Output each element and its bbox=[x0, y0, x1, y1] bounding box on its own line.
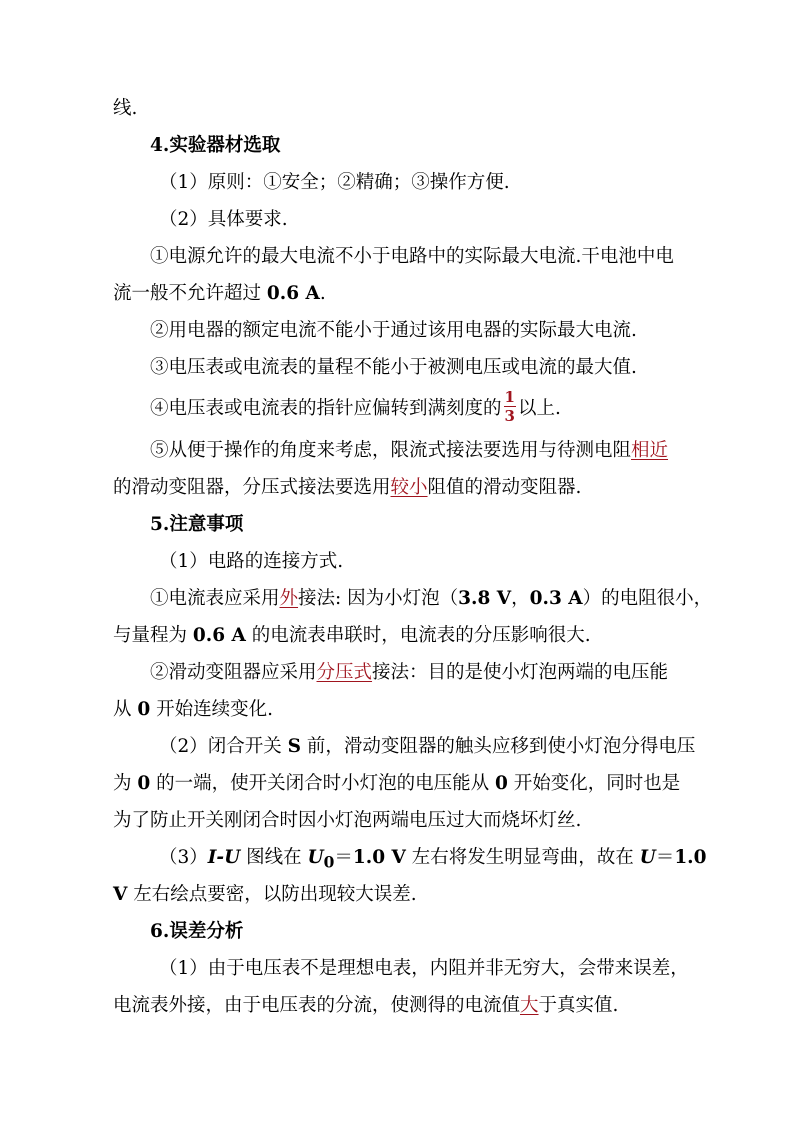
paragraph-text: ， bbox=[511, 588, 530, 609]
paragraph-text: 以上. bbox=[517, 398, 561, 419]
text-line bbox=[113, 839, 707, 876]
value-text: 0.6 A bbox=[192, 625, 246, 646]
paragraph-text: 流一般不允许超过 bbox=[113, 283, 267, 304]
document-page bbox=[113, 90, 713, 1024]
text-line bbox=[113, 987, 685, 1024]
heading-text: 4.实验器材选取 bbox=[150, 135, 281, 156]
paragraph-text: 图线在 bbox=[240, 847, 308, 868]
value-text: 0.3 A bbox=[529, 588, 583, 609]
value-text: 1.0 V bbox=[352, 847, 406, 868]
paragraph-text: 接法: 因为小灯泡（ bbox=[298, 588, 459, 609]
text-line bbox=[113, 469, 685, 506]
paragraph-text: （2）闭合开关 bbox=[159, 736, 288, 757]
paragraph-text: ②用电器的额定电流不能小于通过该用电器的实际最大电流. bbox=[150, 320, 637, 341]
text-line bbox=[113, 432, 685, 469]
paragraph-text: 于真实值. bbox=[538, 995, 619, 1016]
answer-blank: 大 bbox=[520, 995, 539, 1016]
text-line bbox=[113, 312, 685, 349]
paragraph-text: 左右将发生明显弯曲，故在 bbox=[405, 847, 640, 868]
fraction bbox=[504, 390, 516, 424]
text-line bbox=[113, 950, 689, 987]
answer-blank: 外 bbox=[279, 588, 299, 609]
value-text: 0 bbox=[495, 773, 508, 794]
text-line bbox=[113, 580, 713, 617]
answer-blank: 分压式 bbox=[316, 662, 373, 683]
text-line bbox=[113, 765, 685, 802]
paragraph-text: 左右绘点要密，以防出现较大误差. bbox=[127, 884, 417, 905]
section-heading-5 bbox=[113, 506, 685, 543]
value-text: S bbox=[287, 736, 302, 757]
answer-blank: 较小 bbox=[390, 477, 428, 498]
paragraph-text: （2）具体要求. bbox=[159, 209, 288, 230]
paragraph-text: （1）电路的连接方式. bbox=[159, 551, 344, 572]
fraction-denominator: 3 bbox=[504, 407, 515, 425]
value-text: V bbox=[113, 884, 128, 905]
text-line bbox=[113, 238, 685, 275]
paragraph-text: 开始连续变化. bbox=[150, 699, 274, 720]
text-line bbox=[113, 654, 685, 691]
text-line bbox=[113, 275, 685, 312]
value-text: 3.8 V bbox=[458, 588, 512, 609]
value-text: 1.0 bbox=[674, 847, 707, 868]
math-symbol: U bbox=[639, 847, 656, 868]
paragraph-text: 的电流表串联时，电流表的分压影响很大. bbox=[245, 625, 591, 646]
text-line bbox=[113, 164, 685, 201]
fraction-numerator: 1 bbox=[504, 388, 515, 406]
paragraph-text: ②滑动变阻器应采用 bbox=[150, 662, 317, 683]
paragraph-text: ①电流表应采用 bbox=[150, 588, 280, 609]
paragraph-text: 的一端，使开关闭合时小灯泡的电压能从 bbox=[150, 773, 496, 794]
value-text: 0 bbox=[137, 699, 151, 720]
value-text: 0.6 A bbox=[266, 283, 320, 304]
value-text: 0 bbox=[137, 773, 151, 794]
paragraph-text: （1）由于电压表不是理想电表，内阻并非无穷大，会带来误差， bbox=[159, 958, 689, 979]
paragraph-text: ①电源允许的最大电流不小于电路中的实际最大电流.干电池中电 bbox=[150, 246, 674, 267]
paragraph-text: ）的电阻很小， bbox=[582, 588, 713, 609]
paragraph-text: 阻值的滑动变阻器. bbox=[427, 477, 582, 498]
heading-text: 6.误差分析 bbox=[150, 921, 244, 942]
math-symbol: I-U bbox=[207, 847, 241, 868]
section-heading-6 bbox=[113, 913, 685, 950]
answer-blank: 相近 bbox=[631, 440, 669, 461]
text-line bbox=[113, 691, 685, 728]
paragraph-text: 线. bbox=[113, 98, 138, 119]
text-line bbox=[113, 201, 685, 238]
text-line bbox=[113, 617, 685, 654]
paragraph-text: ③电压表或电流表的量程不能小于被测电压或电流的最大值. bbox=[150, 357, 637, 378]
paragraph-text: 开始变化，同时也是 bbox=[507, 773, 681, 794]
text-line bbox=[113, 728, 696, 765]
heading-text: 5.注意事项 bbox=[150, 514, 244, 535]
text-line bbox=[113, 90, 685, 127]
text-line bbox=[113, 349, 685, 386]
math-symbol: U bbox=[307, 847, 324, 868]
paragraph-text: 从 bbox=[113, 699, 138, 720]
paragraph-text: 电流表外接，由于电压表的分流，使测得的电流值 bbox=[113, 995, 521, 1016]
paragraph-text: ⑤从便于操作的角度来考虑，限流式接法要选用与待测电阻 bbox=[150, 440, 632, 461]
paragraph-text: （3） bbox=[159, 847, 208, 868]
text-line bbox=[113, 386, 685, 432]
paragraph-text: 的滑动变阻器，分压式接法要选用 bbox=[113, 477, 391, 498]
paragraph-text: 接法：目的是使小灯泡两端的电压能 bbox=[372, 662, 669, 683]
math-subscript: 0 bbox=[323, 853, 335, 872]
paragraph-text: 前，滑动变阻器的触头应移到使小灯泡分得电压 bbox=[301, 736, 696, 757]
section-heading-4 bbox=[113, 127, 685, 164]
paragraph-text: 为 bbox=[113, 773, 138, 794]
paragraph-text: . bbox=[319, 283, 326, 304]
text-line bbox=[113, 802, 685, 839]
paragraph-text: 为了防止开关刚闭合时因小灯泡两端电压过大而烧坏灯丝. bbox=[113, 810, 582, 831]
paragraph-text: ＝ bbox=[334, 847, 353, 868]
text-line bbox=[113, 876, 685, 913]
paragraph-text: （1）原则：①安全；②精确；③操作方便. bbox=[159, 172, 510, 193]
paragraph-text: 与量程为 bbox=[113, 625, 193, 646]
paragraph-text: ＝ bbox=[655, 847, 675, 868]
text-line bbox=[113, 543, 685, 580]
paragraph-text: ④电压表或电流表的指针应偏转到满刻度的 bbox=[150, 398, 502, 419]
